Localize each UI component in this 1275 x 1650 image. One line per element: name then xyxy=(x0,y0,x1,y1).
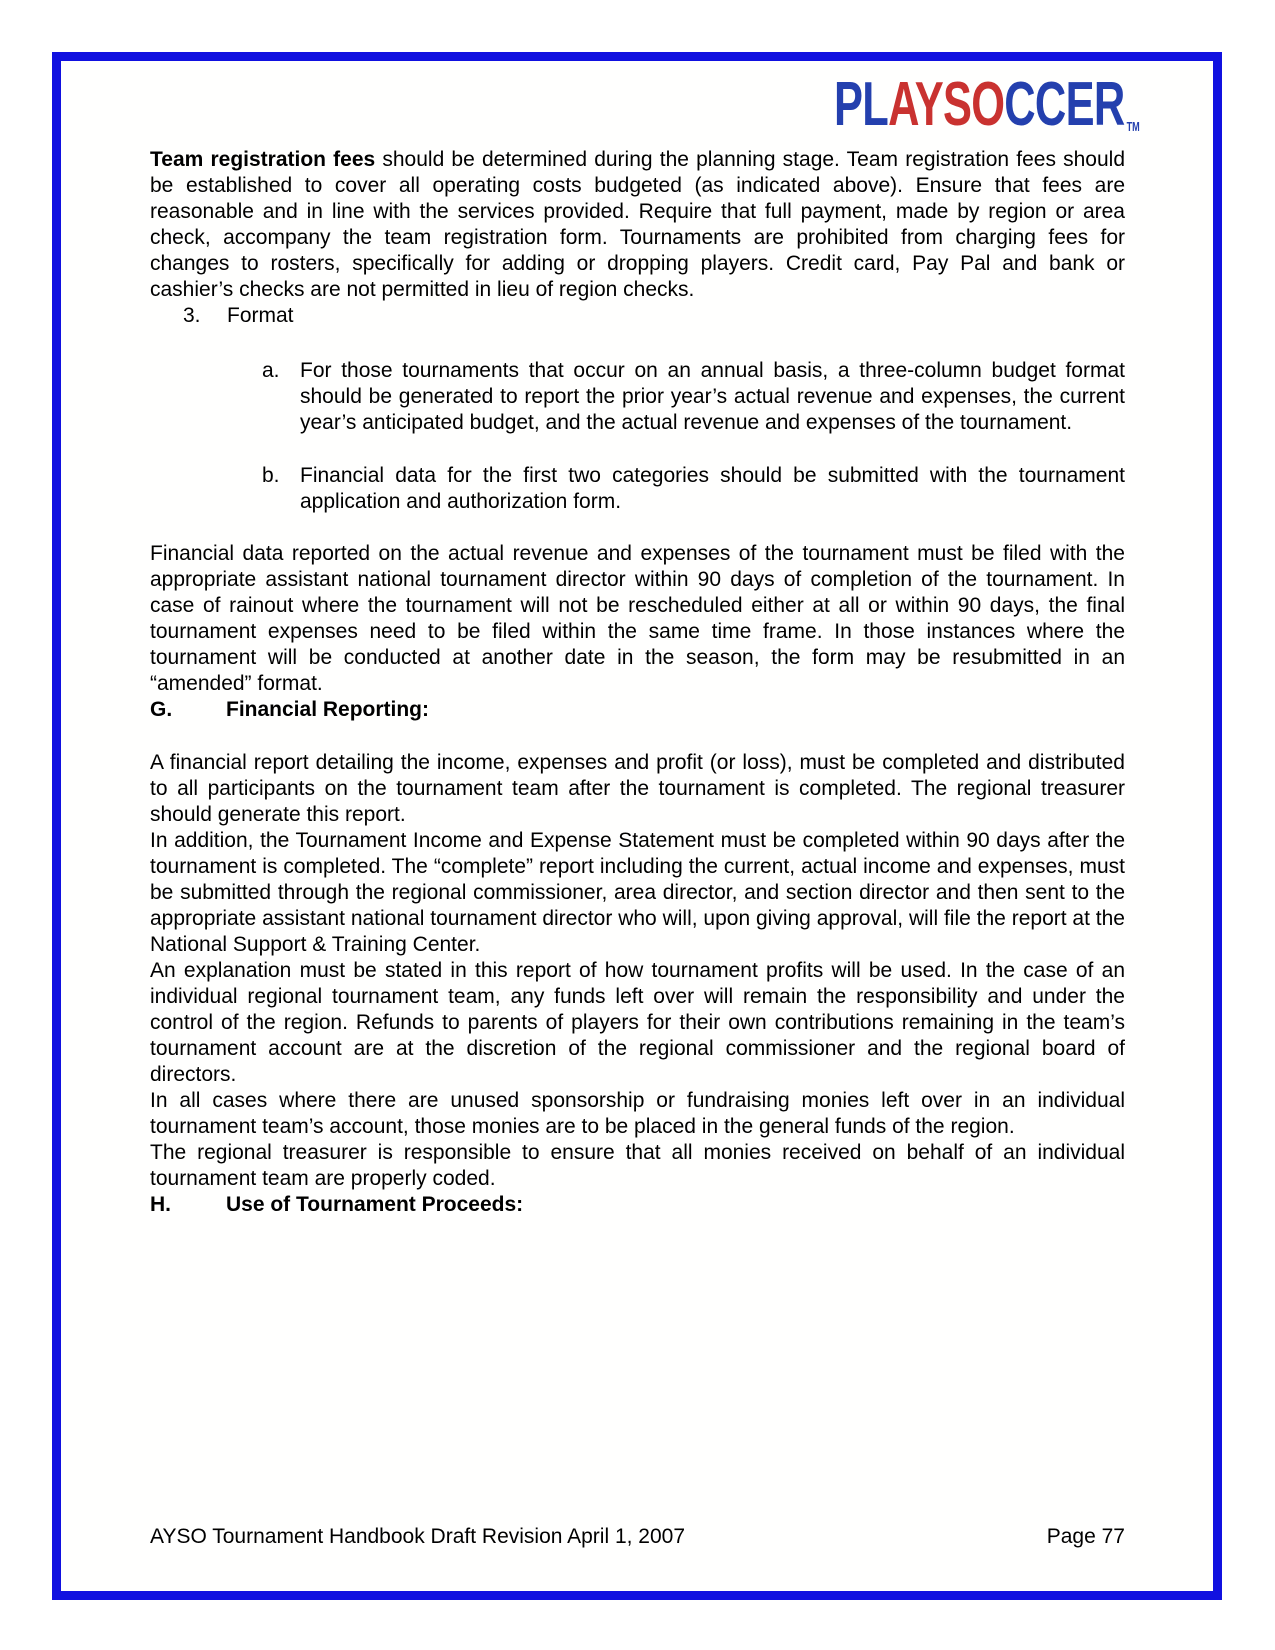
trademark-symbol: TM xyxy=(1126,119,1140,134)
section-g-letter: G. xyxy=(150,698,173,721)
list-item-a xyxy=(262,358,1125,436)
footer-document-title: AYSO Tournament Handbook Draft Revision April 1, 2007 xyxy=(150,1525,686,1548)
list-letter-a: a. xyxy=(262,359,280,382)
section-heading-h xyxy=(150,1192,1125,1218)
logo-text-ccer: CCER xyxy=(1004,70,1125,139)
document-content xyxy=(150,147,1125,1245)
list-number: 3. xyxy=(183,304,201,327)
list-item-b xyxy=(262,463,1125,515)
section-g-paragraph-4: In all cases where there are unused sponsorship or fundraising monies left over in an individual tournament team’s account, those monies are to be placed in the general funds of the region. xyxy=(150,1089,1125,1138)
section-g-paragraph-2: In addition, the Tournament Income and Expense Statement must be completed within 90 days after the tournament is completed. The “complete” report including the current, actual income and expenses, must be submitted through the regional commissioner, area director, and section director and then sent to the appropriate assistant national tournament director who will, upon giving approval, will file the report at the National Support & Training Center. xyxy=(150,829,1125,956)
page-footer xyxy=(150,1524,1125,1550)
playsoccer-logo xyxy=(703,70,1140,139)
section-heading-g xyxy=(150,697,1125,723)
intro-paragraph-lead: Team registration fees xyxy=(150,148,376,171)
section-h-letter: H. xyxy=(150,1193,171,1216)
list-item-3-format xyxy=(183,303,1125,329)
list-item-b-text: Financial data for the first two categories should be submitted with the tournament application and authorization form. xyxy=(300,464,1125,513)
list-continuation-paragraph: Financial data reported on the actual revenue and expenses of the tournament must be filed with the appropriate assistant national tournament director within 90 days of completion of the tournament. In case of rainout where the tournament will not be rescheduled either at all or within 90 days, the final tournament expenses need to be filed within the same time frame. In those instances where the tournament will be conducted at another date in the season, the form may be resubmitted in an “amended” format. xyxy=(150,542,1125,695)
list-letter-b: b. xyxy=(262,464,280,487)
section-g-paragraph-1: A financial report detailing the income, expenses and profit (or loss), must be completed and distributed to all participants on the tournament team after the tournament is completed. The regional treasurer should generate this report. xyxy=(150,751,1125,826)
footer-page-number: Page 77 xyxy=(1046,1525,1125,1548)
section-h-title: Use of Tournament Proceeds: xyxy=(226,1193,524,1216)
list-item-a-text: For those tournaments that occur on an annual basis, a three-column budget format should be generated to report the prior year’s actual revenue and expenses, the current year’s anticipated budget, and the actual revenue and expenses of the tournament. xyxy=(300,359,1125,434)
section-g-paragraph-3: An explanation must be stated in this report of how tournament profits will be used. In the case of an individual regional tournament team, any funds left over will remain the responsibility and under the control of the region. Refunds to parents of players for their own contributions remaining in the team’s tournament account are at the discretion of the regional commissioner and the regional board of directors. xyxy=(150,959,1125,1086)
section-g-title: Financial Reporting: xyxy=(226,698,430,721)
list-title: Format xyxy=(227,304,294,327)
intro-paragraph xyxy=(150,147,1125,303)
intro-paragraph-rest: should be determined during the planning stage. Team registration fees should be established to cover all operating costs budgeted (as indicated above). Ensure that fees are reasonable and in line with the services provided. Require that full payment, made by region or area check, accompany the team registration form. Tournaments are prohibited from charging fees for changes to rosters, specifically for adding or dropping players. Credit card, Pay Pal and bank or cashier’s checks are not permitted in lieu of region checks. xyxy=(150,148,1125,301)
section-g-paragraph-5: The regional treasurer is responsible to ensure that all monies received on behalf of an individual tournament team are properly coded. xyxy=(150,1141,1125,1190)
playsoccer-wordmark xyxy=(834,70,1140,139)
logo-text-ayso: AYSO xyxy=(888,70,1005,139)
logo-text-pl: PL xyxy=(834,70,889,139)
